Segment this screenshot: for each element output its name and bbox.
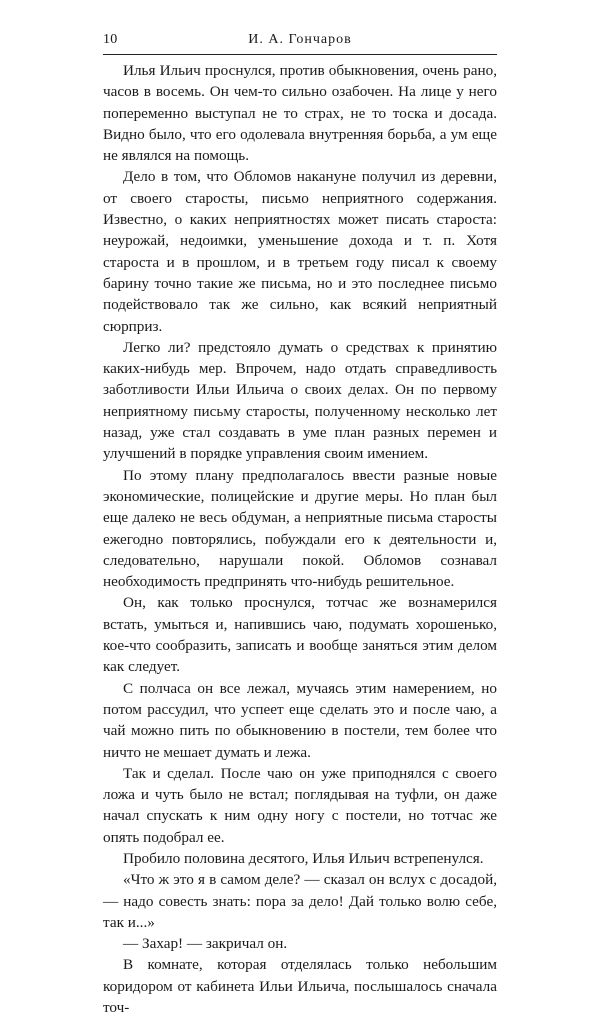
paragraph: Илья Ильич проснулся, против обыкновения, очень рано, часов в восемь. Он чем-то сильно озабочен. На лице у него попеременно выступал не то страх, не то тоска и досада. Видно было, что его одолевала внутренняя борьба, а ум еще не являлся на помощь. — [103, 62, 497, 165]
paragraph: Легко ли? предстояло думать о средствах к принятию каких-нибудь мер. Впрочем, надо отдать справедливость заботливости Ильи Ильича о своих делах. Он по первому неприятному письму старосты, полученному несколько лет назад, уже стал создавать в уме план разных перемен и улучшений в порядке управления своим имением. — [103, 338, 497, 463]
paragraph: Пробило половина десятого, Илья Ильич встрепенулся. — [123, 849, 484, 867]
running-head: И. А. Гончаров — [248, 32, 352, 47]
paragraph: Так и сделал. После чаю он уже приподнялся с своего ложа и чуть было не встал; поглядывая на туфли, он даже начал спускать к ним одну ногу с постели, но тотчас же опять подобрал ее. — [103, 764, 497, 846]
paragraph: С полчаса он все лежал, мучаясь этим намерением, но потом рассудил, что успеет еще сделать это и после чаю, а чай можно пить по обыкновению в постели, тем более что ничто не мешает думать и лежа. — [103, 679, 497, 761]
paragraph: Он, как только проснулся, тотчас же вознамерился встать, умыться и, напившись чаю, подумать хорошенько, кое-что сообразить, записать и вообще заняться этим делом как следует. — [103, 594, 497, 676]
paragraph: В комнате, которая отделялась только небольшим коридором от кабинета Ильи Ильича, послышалось сначала точ- — [103, 956, 497, 1017]
paragraph: — Захар! — закричал он. — [123, 935, 288, 953]
page-header — [103, 30, 497, 55]
paragraph: По этому плану предполагалось ввести разные новые экономические, полицейские и другие меры. Но план был еще далеко не весь обдуман, а неприятные письма старосты ежегодно повторялись, побуждали его к деятельности и, следовательно, нарушали покой. Обломов сознавал необходимость предпринять что-нибудь решительное. — [103, 466, 497, 591]
paragraph: «Что ж это я в самом деле? — сказал он вслух с досадой, — надо совесть знать: пора за дело! Дай только волю себе, так и...» — [103, 871, 497, 931]
page-number: 10 — [103, 32, 118, 47]
body-text — [103, 60, 497, 1018]
paragraph: Дело в том, что Обломов накануне получил из деревни, от своего старосты, письмо неприятного содержания. Известно, о каких неприятностях может писать староста: неурожай, недоимки, уменьшение дохода и т. п. Хотя староста и в прошлом, и в третьем году писал к своему барину точно такие же письма, но и это последнее письмо подействовало так же сильно, как всякий неприятный сюрприз. — [103, 168, 497, 335]
